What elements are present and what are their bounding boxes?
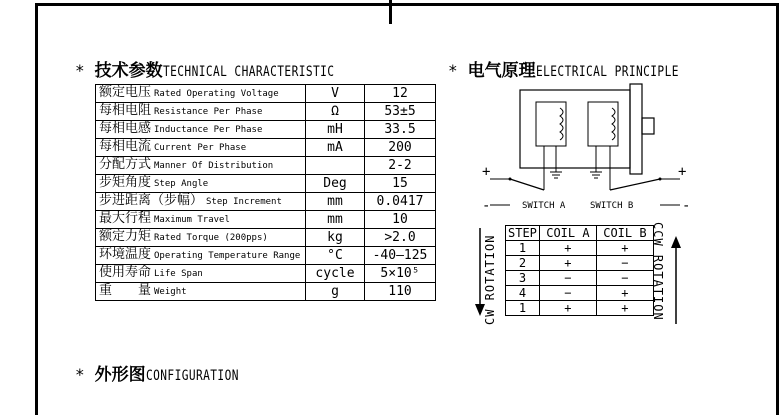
switch-b-label: SWITCH B <box>590 201 634 211</box>
switch-a-blade <box>510 179 544 190</box>
param-unit: mA <box>306 139 365 157</box>
param-value: 2-2 <box>365 157 436 175</box>
param-name-cn: 最大行程 <box>99 211 152 226</box>
step-header: STEP <box>506 226 540 241</box>
characteristic-row <box>96 121 436 139</box>
param-name-en: Current Per Phase <box>154 143 247 153</box>
param-name <box>96 229 306 247</box>
coil-b-polarity: + <box>596 286 653 301</box>
param-name <box>96 157 306 175</box>
param-name-en: Weight <box>154 287 187 297</box>
technical-heading <box>75 56 377 81</box>
characteristic-row <box>96 157 436 175</box>
coil-b-polarity: − <box>596 271 653 286</box>
ccw-arrow <box>670 234 682 324</box>
param-name <box>96 175 306 193</box>
param-name-cn: 分配方式 <box>99 157 152 172</box>
param-unit: kg <box>306 229 365 247</box>
step-row <box>506 271 654 286</box>
switch-b-blade <box>610 179 660 190</box>
heading-star: * <box>75 365 85 384</box>
coil-b-header: COIL B <box>596 226 653 241</box>
characteristic-row <box>96 193 436 211</box>
switch-a-label: SWITCH A <box>522 201 566 211</box>
coil-a-winding <box>560 108 563 140</box>
param-unit: Ω <box>306 103 365 121</box>
characteristic-row <box>96 175 436 193</box>
param-name-en: Rated Torque (200pps) <box>154 233 268 243</box>
param-name-cn: 额定电压 <box>99 85 152 100</box>
step-sequence-table <box>505 225 654 316</box>
characteristic-row <box>96 247 436 265</box>
coil-b-polarity: + <box>596 301 653 316</box>
param-value: 200 <box>365 139 436 157</box>
param-name <box>96 211 306 229</box>
characteristic-row <box>96 211 436 229</box>
frame-center-mark <box>389 0 392 24</box>
param-unit: mH <box>306 121 365 139</box>
step-number: 1 <box>506 301 540 316</box>
characteristic-row <box>96 265 436 283</box>
coil-a-polarity: − <box>539 271 596 286</box>
switch-b-plus: + <box>678 164 687 180</box>
step-number: 1 <box>506 241 540 256</box>
param-name-en: Rated Operating Voltage <box>154 89 279 99</box>
characteristic-row <box>96 139 436 157</box>
heading-star: * <box>448 61 458 80</box>
param-value: -40—125 <box>365 247 436 265</box>
step-row <box>506 256 654 271</box>
step-number: 2 <box>506 256 540 271</box>
param-value: 0.0417 <box>365 193 436 211</box>
param-name-cn: 额定力矩 <box>99 229 152 244</box>
param-name <box>96 283 306 301</box>
step-row <box>506 301 654 316</box>
param-unit <box>306 157 365 175</box>
param-value: 10 <box>365 211 436 229</box>
param-name-en: Operating Temperature Range <box>154 251 301 261</box>
motor-shaft <box>642 118 654 134</box>
param-name-en: Manner Of Distribution <box>154 161 274 171</box>
param-name-cn: 步进距离（步幅） <box>99 193 204 208</box>
param-value: 53±5 <box>365 103 436 121</box>
step-number: 4 <box>506 286 540 301</box>
param-value: >2.0 <box>365 229 436 247</box>
switch-a-minus: - <box>482 198 491 214</box>
param-name-en: Resistance Per Phase <box>154 107 263 117</box>
param-unit: mm <box>306 211 365 229</box>
characteristics-table <box>95 84 436 301</box>
ccw-rotation-label: CCW ROTATION <box>651 222 665 321</box>
param-value: 5×10⁵ <box>365 265 436 283</box>
param-value: 12 <box>365 85 436 103</box>
param-name-en: Life Span <box>154 269 203 279</box>
param-name-en: Step Angle <box>154 179 209 189</box>
coil-a-polarity: + <box>539 241 596 256</box>
param-name <box>96 85 306 103</box>
param-name <box>96 103 306 121</box>
switch-a-plus: + <box>482 164 491 180</box>
param-unit: V <box>306 85 365 103</box>
characteristic-row <box>96 103 436 121</box>
param-name <box>96 265 306 283</box>
technical-title-cn: 技术参数 <box>94 61 163 81</box>
param-name-cn: 重 量 <box>99 283 152 298</box>
electrical-title-cn: 电气原理 <box>467 61 536 81</box>
switch-b-contact <box>659 178 662 181</box>
param-name <box>96 121 306 139</box>
coil-b-polarity: + <box>596 241 653 256</box>
step-row <box>506 286 654 301</box>
characteristic-row <box>96 283 436 301</box>
param-name-en: Maximum Travel <box>154 215 230 225</box>
param-name-cn: 步矩角度 <box>99 175 152 190</box>
cw-rotation-label: CW ROTATION <box>483 234 497 325</box>
param-unit: mm <box>306 193 365 211</box>
motor-flange <box>630 84 642 174</box>
param-name <box>96 193 306 211</box>
param-name <box>96 139 306 157</box>
param-name-en: Inductance Per Phase <box>154 125 263 135</box>
coil-b-winding <box>612 108 615 140</box>
coil-a-polarity: + <box>539 301 596 316</box>
switch-b-minus: - <box>682 198 691 214</box>
param-value: 15 <box>365 175 436 193</box>
configuration-heading <box>75 360 262 385</box>
param-name-cn: 环境温度 <box>99 247 152 262</box>
step-number: 3 <box>506 271 540 286</box>
param-name-cn: 每相电阻 <box>99 103 152 118</box>
heading-star: * <box>75 61 85 80</box>
configuration-title-en: CONFIGURATION <box>145 368 239 384</box>
param-name-cn: 每相电流 <box>99 139 152 154</box>
param-unit: °C <box>306 247 365 265</box>
coil-b-polarity: − <box>596 256 653 271</box>
coil-a-header: COIL A <box>539 226 596 241</box>
electrical-title-en: ELECTRICAL PRINCIPLE <box>535 64 679 80</box>
configuration-title-cn: 外形图 <box>94 365 146 385</box>
param-name-en: Step Increment <box>206 197 282 207</box>
coil-a-polarity: − <box>539 286 596 301</box>
wiring-diagram <box>470 72 700 222</box>
param-value: 110 <box>365 283 436 301</box>
param-name-cn: 每相电感 <box>99 121 152 136</box>
characteristic-row <box>96 85 436 103</box>
param-unit: g <box>306 283 365 301</box>
coil-a-polarity: + <box>539 256 596 271</box>
param-unit: Deg <box>306 175 365 193</box>
param-name-cn: 使用寿命 <box>99 265 152 280</box>
param-value: 33.5 <box>365 121 436 139</box>
technical-title-en: TECHNICAL CHARACTERISTIC <box>162 64 335 80</box>
step-row <box>506 241 654 256</box>
switch-a-contact <box>509 178 512 181</box>
param-unit: cycle <box>306 265 365 283</box>
characteristic-row <box>96 229 436 247</box>
param-name <box>96 247 306 265</box>
